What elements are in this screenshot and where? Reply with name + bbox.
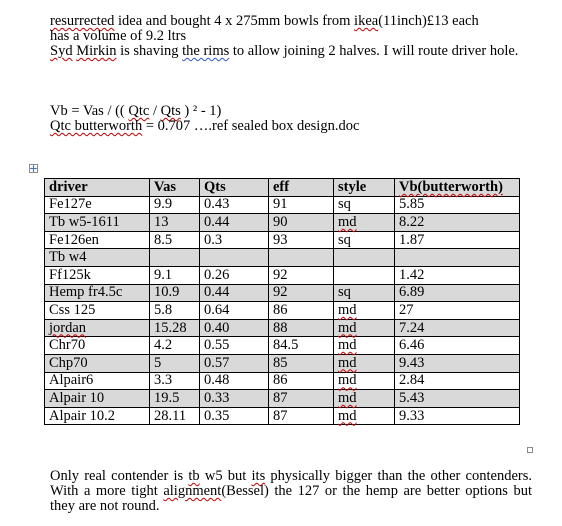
- cell-driver[interactable]: Tb w4: [45, 249, 150, 267]
- word-alignment: alignment: [163, 483, 222, 499]
- cell-qts[interactable]: 0.44: [200, 284, 269, 302]
- cell-qts[interactable]: 0.35: [200, 407, 269, 425]
- cell-vb[interactable]: 5.43: [395, 390, 520, 408]
- cell-vas[interactable]: 9.9: [150, 196, 200, 214]
- cell-vb[interactable]: 5.85: [395, 196, 520, 214]
- word-the-rims: the rims: [182, 43, 230, 59]
- cell-style[interactable]: [334, 337, 395, 355]
- cell-style-text: md: [338, 407, 357, 424]
- header-vas: Vas: [150, 179, 200, 197]
- word-syd: Syd: [50, 43, 73, 59]
- intro-volume-line: has a volume of 9.2 ltrs: [50, 28, 187, 44]
- table-row: [45, 407, 520, 425]
- cell-eff[interactable]: 87: [269, 407, 334, 425]
- cell-driver-text: jordan: [49, 319, 87, 336]
- cell-vb[interactable]: 9.33: [395, 407, 520, 425]
- formula-qtc: Qtc: [128, 103, 150, 119]
- cell-eff[interactable]: 90: [269, 214, 334, 232]
- intro-paragraph[interactable]: [50, 14, 532, 59]
- cell-vas[interactable]: 19.5: [150, 390, 200, 408]
- formula-slash: /: [149, 103, 161, 119]
- cell-qts[interactable]: 0.55: [200, 337, 269, 355]
- cell-driver[interactable]: Hemp fr4.5c: [45, 284, 150, 302]
- cell-driver[interactable]: Fe126en: [45, 231, 150, 249]
- cell-eff[interactable]: 85: [269, 354, 334, 372]
- cell-vas[interactable]: 3.3: [150, 372, 200, 390]
- cell-vb[interactable]: 8.22: [395, 214, 520, 232]
- intro-text-4: to allow joining 2 halves. I will route driver hole.: [229, 43, 519, 59]
- table-row: [45, 337, 520, 355]
- table-row: [45, 302, 520, 320]
- conclusion-text-2: w5 but: [199, 468, 252, 484]
- table-row: [45, 319, 520, 337]
- cell-vb[interactable]: 7.24: [395, 319, 520, 337]
- cell-style[interactable]: [334, 407, 395, 425]
- cell-qts[interactable]: 0.33: [200, 390, 269, 408]
- cell-style[interactable]: [334, 249, 395, 267]
- word-tb: tb: [188, 468, 200, 484]
- formula-qtc-rest: = 0.707 ….ref sealed box design.doc: [142, 118, 360, 134]
- cell-eff[interactable]: 92: [269, 266, 334, 284]
- cell-driver[interactable]: Css 125: [45, 302, 150, 320]
- conclusion-text-1: Only real contender is: [50, 468, 189, 484]
- cell-vas[interactable]: 10.9: [150, 284, 200, 302]
- cell-driver[interactable]: Ff125k: [45, 266, 150, 284]
- conclusion-text-4: (Bessel) the 127 or the hemp are better options but they are not round.: [50, 483, 532, 514]
- word-mirkin: Mirkin: [76, 43, 117, 59]
- header-style: style: [334, 179, 395, 197]
- table-row: [45, 390, 520, 408]
- cell-driver[interactable]: Alpair 10: [45, 390, 150, 408]
- cell-qts[interactable]: 0.26: [200, 266, 269, 284]
- cell-driver[interactable]: Alpair6: [45, 372, 150, 390]
- header-vb-butterworth: [395, 179, 520, 197]
- table-row: [45, 231, 520, 249]
- four-way-arrow-icon[interactable]: [29, 164, 38, 173]
- cell-style-text: md: [338, 301, 357, 318]
- cell-driver[interactable]: Chr70: [45, 337, 150, 355]
- cell-vas[interactable]: 5: [150, 354, 200, 372]
- formula-vb-suffix: ) ² - 1): [180, 103, 222, 119]
- formula-qtc-2: Qtc: [50, 118, 71, 134]
- cell-eff[interactable]: 88: [269, 319, 334, 337]
- cell-qts[interactable]: 0.57: [200, 354, 269, 372]
- cell-style[interactable]: [334, 214, 395, 232]
- cell-vb[interactable]: 6.46: [395, 337, 520, 355]
- cell-vas[interactable]: 4.2: [150, 337, 200, 355]
- cell-driver[interactable]: Alpair 10.2: [45, 407, 150, 425]
- cell-style[interactable]: [334, 372, 395, 390]
- cell-vb[interactable]: 2.84: [395, 372, 520, 390]
- resize-square-icon[interactable]: [527, 447, 533, 453]
- table-row: [45, 214, 520, 232]
- cell-eff[interactable]: [269, 249, 334, 267]
- header-driver: driver: [45, 179, 150, 197]
- header-eff: eff: [269, 179, 334, 197]
- cell-qts[interactable]: [200, 249, 269, 267]
- cell-eff[interactable]: 92: [269, 284, 334, 302]
- cell-style-text: md: [338, 389, 357, 406]
- table-row: [45, 196, 520, 214]
- cell-vb[interactable]: 6.89: [395, 284, 520, 302]
- cell-vas[interactable]: 13: [150, 214, 200, 232]
- cell-eff[interactable]: 93: [269, 231, 334, 249]
- cell-style[interactable]: sq: [334, 231, 395, 249]
- cell-vas[interactable]: 9.1: [150, 266, 200, 284]
- cell-eff[interactable]: 87: [269, 390, 334, 408]
- cell-vb[interactable]: 9.43: [395, 354, 520, 372]
- cell-vb[interactable]: 1.42: [395, 266, 520, 284]
- word-its: its: [251, 468, 266, 484]
- cell-eff[interactable]: 91: [269, 196, 334, 214]
- cell-qts[interactable]: 0.3: [200, 231, 269, 249]
- cell-style[interactable]: [334, 266, 395, 284]
- formula-vb-prefix: Vb = Vas / ((: [50, 103, 129, 119]
- cell-style-text: md: [338, 372, 357, 389]
- drivers-table[interactable]: [44, 178, 520, 425]
- formula-qts: Qts: [160, 103, 181, 119]
- cell-style[interactable]: [334, 390, 395, 408]
- intro-text-2: (11inch)£13 each: [378, 13, 479, 29]
- cell-vb[interactable]: 27: [395, 302, 520, 320]
- intro-text-3: is shaving: [116, 43, 183, 59]
- cell-vas[interactable]: [150, 249, 200, 267]
- cell-vas[interactable]: 28.11: [150, 407, 200, 425]
- cell-driver[interactable]: Tb w5-1611: [45, 214, 150, 232]
- cell-style-text: md: [338, 354, 357, 371]
- cell-vb[interactable]: [395, 249, 520, 267]
- intro-text-1: idea and bought 4 x 275mm bowls from: [114, 13, 355, 29]
- cell-vas[interactable]: 15.28: [150, 319, 200, 337]
- cell-vas[interactable]: 5.8: [150, 302, 200, 320]
- cell-style-text: md: [338, 319, 357, 336]
- cell-eff[interactable]: 86: [269, 302, 334, 320]
- word-resurrected: resurrected: [50, 13, 115, 29]
- table-row: [45, 372, 520, 390]
- cell-driver[interactable]: [45, 319, 150, 337]
- cell-style[interactable]: [334, 302, 395, 320]
- cell-qts[interactable]: 0.40: [200, 319, 269, 337]
- cell-eff[interactable]: 84.5: [269, 337, 334, 355]
- cell-qts[interactable]: 0.43: [200, 196, 269, 214]
- cell-style-text: md: [338, 213, 357, 230]
- cell-style[interactable]: [334, 354, 395, 372]
- cell-vb[interactable]: 1.87: [395, 231, 520, 249]
- table-row: [45, 249, 520, 267]
- header-vb-text: Vb(butterworth): [399, 178, 503, 195]
- header-qts: Qts: [200, 179, 269, 197]
- cell-style-text: md: [338, 337, 357, 354]
- table-row: [45, 266, 520, 284]
- word-ikea: ikea: [354, 13, 379, 29]
- cell-driver[interactable]: Chp70: [45, 354, 150, 372]
- cell-style[interactable]: sq: [334, 284, 395, 302]
- conclusion-text-3: physically bigger than the other contenders. With a more tight: [50, 468, 532, 499]
- cell-qts[interactable]: 0.48: [200, 372, 269, 390]
- cell-driver[interactable]: Fe127e: [45, 196, 150, 214]
- table-row: [45, 284, 520, 302]
- cell-qts[interactable]: 0.44: [200, 214, 269, 232]
- cell-style[interactable]: [334, 319, 395, 337]
- table-header-row: [45, 179, 520, 197]
- cell-vas[interactable]: 8.5: [150, 231, 200, 249]
- formula-paragraph[interactable]: [50, 104, 532, 134]
- formula-butterworth: butterworth: [70, 118, 143, 134]
- cell-eff[interactable]: 86: [269, 372, 334, 390]
- table-row: [45, 354, 520, 372]
- cell-style[interactable]: sq: [334, 196, 395, 214]
- conclusion-paragraph[interactable]: [50, 469, 532, 514]
- cell-qts[interactable]: 0.64: [200, 302, 269, 320]
